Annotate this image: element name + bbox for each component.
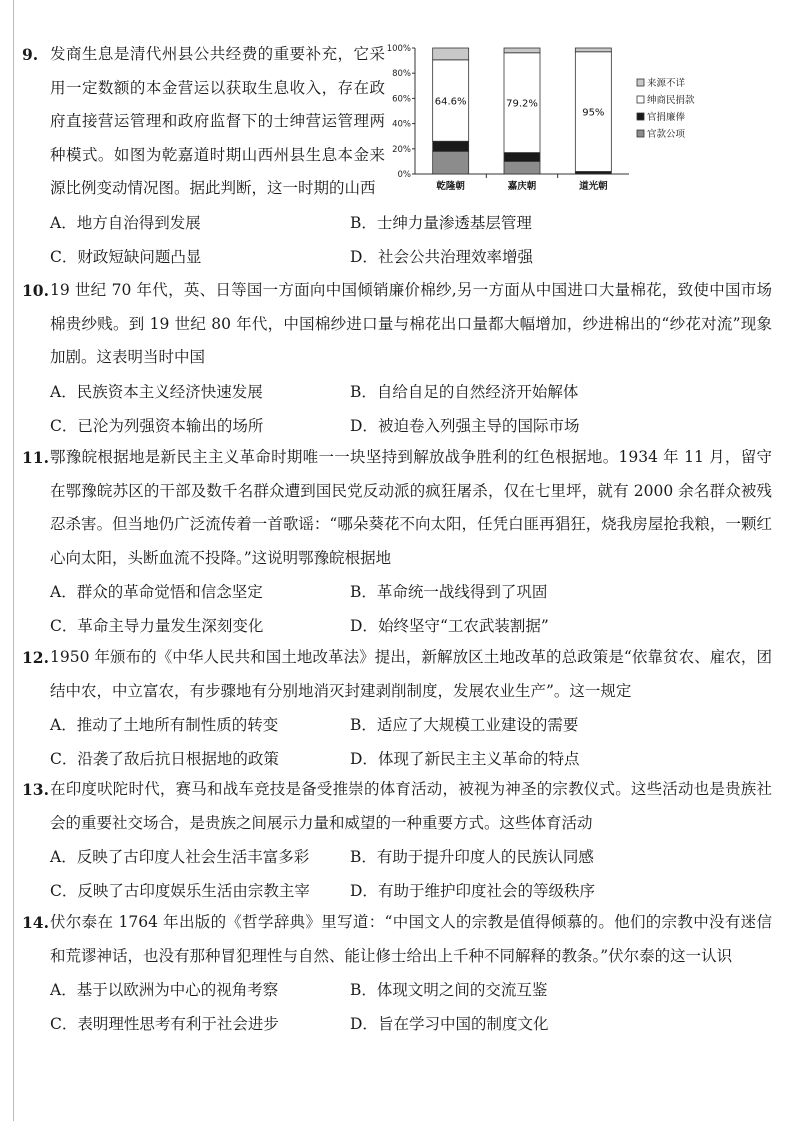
option-a[interactable]: A．民族资本主义经济快速发展: [50, 382, 263, 401]
option-d[interactable]: D．社会公共治理效率增强: [350, 247, 533, 266]
option-c[interactable]: C．反映了古印度娱乐生活由宗教主宰: [50, 882, 310, 900]
option-b[interactable]: B．革命统一战线得到了巩固: [350, 583, 548, 601]
data-label: 95%: [582, 107, 605, 119]
option-b[interactable]: B．自给自足的自然经济开始解体: [350, 382, 579, 401]
option-b[interactable]: B．有助于提升印度人的民族认同感: [350, 848, 594, 866]
option-d[interactable]: D．体现了新民主主义革命的特点: [350, 750, 580, 768]
option-b[interactable]: B．适应了大规模工业建设的需要: [350, 716, 579, 734]
legend-label: 绅商民捐款: [647, 95, 695, 106]
options: [50, 840, 772, 908]
question-number: 14.: [22, 913, 49, 932]
question-number: 9.: [22, 45, 39, 64]
y-tick-label: 80%: [392, 69, 411, 80]
option-d[interactable]: D．始终坚守“工农武装割据”: [350, 617, 549, 635]
options: [50, 206, 772, 274]
option-a[interactable]: A．群众的革命觉悟和信念坚定: [50, 583, 263, 601]
legend-label: 来源不详: [647, 78, 686, 89]
question-stem: 在印度吠陀时代，赛马和战车竞技是备受推崇的体育活动，被视为神圣的宗教仪式。这些活动也是贵族社会的重要社交场合，是贵族之间展示力量和威望的一种重要方式。这些体育活动: [50, 780, 772, 832]
question-number: 12.: [22, 648, 49, 667]
stacked-bar-chart: [385, 38, 715, 198]
option-d[interactable]: D．旨在学习中国的制度文化: [350, 1015, 549, 1033]
options: [50, 973, 772, 1041]
question-14: [22, 906, 772, 1041]
bar-segment: [433, 141, 469, 151]
bar-segment: [504, 153, 540, 162]
question-10: [22, 274, 772, 443]
question-number: 13.: [22, 780, 49, 799]
option-c[interactable]: C．已沦为列强资本输出的场所: [50, 416, 264, 435]
options: [50, 575, 772, 643]
option-c[interactable]: C．革命主导力量发生深刻变化: [50, 617, 264, 635]
option-b[interactable]: B．士绅力量渗透基层管理: [350, 213, 532, 232]
data-label: 64.6%: [434, 96, 467, 108]
options: [50, 708, 772, 776]
y-tick-label: 60%: [392, 94, 411, 105]
legend-label: 官款公项: [647, 129, 686, 140]
x-tick-label: 道光朝: [579, 181, 608, 192]
option-c[interactable]: C．财政短缺问题凸显: [50, 247, 202, 266]
y-tick-label: 0%: [397, 170, 411, 180]
question-number: 10.: [22, 281, 49, 300]
y-tick-label: 100%: [386, 44, 411, 54]
data-label: 79.2%: [506, 98, 538, 110]
option-a[interactable]: A．基于以欧洲为中心的视角考察: [50, 981, 279, 999]
legend-label: 官捐廉俸: [647, 112, 686, 123]
option-a[interactable]: A．地方自治得到发展: [50, 213, 201, 232]
question-stem: 发商生息是清代州县公共经费的重要补充，它采用一定数额的本金营运以获取生息收入，存在政府直接营运管理和政府监督下的士绅营运管理两种模式。如图为乾嘉道时期山西州县生息本金来源比例变动情况图。据此判断，这一时期的山西: [50, 45, 385, 197]
option-b[interactable]: B．体现文明之间的交流互鉴: [350, 981, 548, 999]
bar-segment: [504, 161, 540, 174]
legend-swatch: [637, 96, 644, 103]
legend-swatch: [637, 113, 644, 120]
option-a[interactable]: A．推动了土地所有制性质的转变: [50, 716, 279, 734]
option-d[interactable]: D．有助于维护印度社会的等级秩序: [350, 882, 595, 900]
question-13: [22, 773, 772, 908]
bar-segment: [433, 48, 469, 60]
option-a[interactable]: A．反映了古印度人社会生活丰富多彩: [50, 848, 310, 866]
question-number: 11.: [22, 448, 49, 467]
question-11: [22, 441, 772, 643]
question-12: [22, 641, 772, 776]
options: [50, 375, 772, 443]
bar-segment: [575, 48, 611, 52]
left-margin-line: [13, 0, 14, 1121]
bar-segment: [504, 48, 540, 53]
option-d[interactable]: D．被迫卷入列强主导的国际市场: [350, 416, 580, 435]
question-stem: 19 世纪 70 年代，英、日等国一方面向中国倾销廉价棉纱,另一方面从中国进口大量棉花，致使中国市场棉贵纱贱。到 19 世纪 80 年代，中国棉纱进口量与棉花出口量都大幅增加，纱进棉出的“纱花对流”现象加剧。这表明当时中国: [50, 281, 772, 366]
x-tick-label: 乾隆朝: [436, 181, 465, 192]
y-tick-label: 20%: [392, 144, 411, 155]
y-tick-label: 40%: [392, 119, 411, 130]
legend-swatch: [637, 130, 644, 137]
option-c[interactable]: C．沿袭了敌后抗日根据地的政策: [50, 750, 279, 768]
question-stem: 鄂豫皖根据地是新民主主义革命时期唯一一块坚持到解放战争胜利的红色根据地。1934 年 11 月，留守在鄂豫皖苏区的干部及数千名群众遭到国民党反动派的疯狂屠杀，仅在七里坪，就有 2000 余名群众被残忍杀害。但当地仍广泛流传着一首歌谣：“哪朵葵花不向太阳，任凭白匪再猖狂，烧我房屋抢我粮，一颗红心向太阳，头断血流不投降。”这说明鄂豫皖根据地: [50, 448, 772, 567]
option-c[interactable]: C．表明理性思考有利于社会进步: [50, 1015, 279, 1033]
legend-swatch: [637, 79, 644, 86]
question-stem: 伏尔泰在 1764 年出版的《哲学辞典》里写道：“中国文人的宗教是值得倾慕的。他们的宗教中没有迷信和荒谬神话，也没有那种冒犯理性与自然、能让修士给出上千种不同解释的教条。”伏尔泰的这一认识: [50, 913, 772, 965]
x-tick-label: 嘉庆朝: [507, 181, 537, 192]
question-stem: 1950 年颁布的《中华人民共和国土地改革法》提出，新解放区土地改革的总政策是“依靠贫农、雇农，团结中农，中立富农，有步骤地有分别地消灭封建剥削制度，发展农业生产”。这一规定: [50, 648, 772, 700]
bar-segment: [433, 151, 469, 174]
